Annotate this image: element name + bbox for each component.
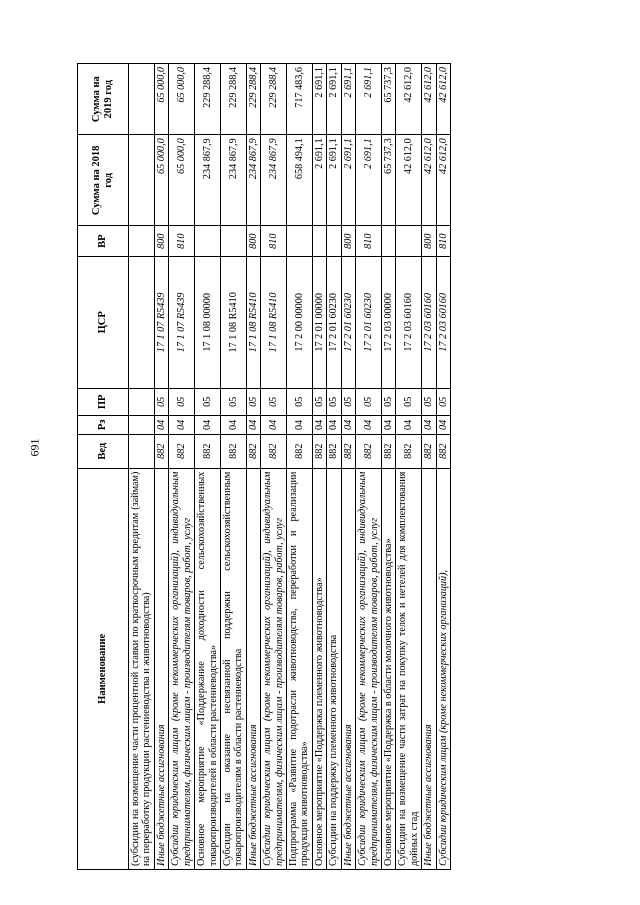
table-header-row [78,64,129,870]
cell-sum-2019: 229 288,4 [220,64,246,135]
cell-csr: 17 2 01 00000 [312,257,326,389]
cell-vr: 810 [436,226,450,257]
cell-ved: 882 [195,434,221,468]
cell-pr: 05 [422,388,436,415]
cell-ved: 882 [154,434,168,468]
cell-csr: 17 1 08 R5410 [261,257,287,389]
cell-ved: 882 [341,434,355,468]
cell-sum-2018: 42 612,0 [422,135,436,226]
table-row [436,64,450,870]
cell-rz: 04 [422,416,436,435]
cell-sum-2019: 2 691,1 [356,64,382,135]
cell-sum-2018: 42 612,0 [396,135,422,226]
cell-rz [129,416,155,435]
cell-pr: 05 [246,388,260,415]
header-csr: ЦСР [78,257,129,389]
cell-name: Иные бюджетные ассигнования [341,468,355,869]
table-row [396,64,422,870]
cell-pr: 05 [154,388,168,415]
cell-ved: 882 [422,434,436,468]
cell-sum-2019: 229 288,4 [195,64,221,135]
cell-name: Субсидии на возмещение части затрат на покупку телок и нетелей для комплектования дойных стад [396,468,422,869]
cell-vr [396,226,422,257]
header-rz: Рз [78,416,129,435]
budget-table [77,63,451,870]
table-row [327,64,341,870]
cell-sum-2018: 65 000,0 [169,135,195,226]
cell-sum-2019: 717 483,6 [287,64,313,135]
cell-rz: 04 [154,416,168,435]
cell-pr: 05 [341,388,355,415]
cell-sum-2019: 65 000,0 [154,64,168,135]
table-row [246,64,260,870]
cell-sum-2019: 65 737,3 [382,64,396,135]
cell-sum-2018: 234 867,9 [246,135,260,226]
header-vr: ВР [78,226,129,257]
cell-name: Иные бюджетные ассигнования [246,468,260,869]
cell-vr: 800 [154,226,168,257]
cell-vr: 800 [341,226,355,257]
cell-csr: 17 1 08 00000 [195,257,221,389]
cell-name: Основное мероприятие «Поддержка племенного животноводства» [312,468,326,869]
table-row [312,64,326,870]
cell-pr: 05 [261,388,287,415]
header-name: Наименование [78,468,129,869]
cell-sum-2019: 2 691,1 [312,64,326,135]
cell-sum-2019: 2 691,1 [327,64,341,135]
header-sum-2018: Сумма на 2018 год [78,135,129,226]
table-body [129,64,451,870]
cell-vr [220,226,246,257]
cell-vr [287,226,313,257]
cell-sum-2018: 42 612,0 [436,135,450,226]
cell-sum-2018: 234 867,9 [261,135,287,226]
cell-rz: 04 [382,416,396,435]
cell-vr: 800 [422,226,436,257]
table-row [154,64,168,870]
cell-ved [129,434,155,468]
cell-csr: 17 2 03 00000 [382,257,396,389]
cell-csr: 17 1 07 R5439 [169,257,195,389]
cell-vr: 800 [246,226,260,257]
cell-vr [312,226,326,257]
cell-sum-2018: 65 737,3 [382,135,396,226]
cell-vr [327,226,341,257]
cell-rz: 04 [261,416,287,435]
cell-name: Иные бюджетные ассигнования [154,468,168,869]
cell-name: Субсидии юридическим лицам (кроме некоммерческих организаций), индивидуальным предпринимателям, физическим лицам - производителям товаров, работ, услуг [356,468,382,869]
cell-name: Субсидии на оказание несвязанной поддержки сельскохозяйственным товаропроизводителям в области растениеводства [220,468,246,869]
cell-ved: 882 [436,434,450,468]
cell-sum-2018: 658 494,1 [287,135,313,226]
cell-sum-2018: 2 691,1 [356,135,382,226]
cell-pr: 05 [312,388,326,415]
cell-sum-2018: 234 867,9 [220,135,246,226]
cell-ved: 882 [382,434,396,468]
table-row [287,64,313,870]
cell-ved: 882 [396,434,422,468]
cell-vr [129,226,155,257]
cell-rz: 04 [312,416,326,435]
cell-name: Основное мероприятие «Поддержка в области молочного животноводства» [382,468,396,869]
cell-name: (субсидии на возмещение части процентной ставки по краткосрочным кредитам (займам) на переработку продукции растениеводства и животноводства) [129,468,155,869]
cell-csr: 17 2 03 60160 [422,257,436,389]
cell-vr: 810 [356,226,382,257]
table-row [169,64,195,870]
cell-ved: 882 [169,434,195,468]
cell-pr: 05 [382,388,396,415]
cell-csr: 17 1 08 R5410 [246,257,260,389]
cell-sum-2019: 229 288,4 [246,64,260,135]
cell-rz: 04 [195,416,221,435]
cell-ved: 882 [261,434,287,468]
cell-sum-2018: 2 691,1 [341,135,355,226]
header-ved: Вед [78,434,129,468]
table-row [356,64,382,870]
cell-sum-2018 [129,135,155,226]
cell-csr [129,257,155,389]
cell-name: Основное мероприятие «Поддержание доходности сельскохозяйственных товаропроизводителей в области растениеводства» [195,468,221,869]
cell-ved: 882 [220,434,246,468]
cell-sum-2018: 2 691,1 [327,135,341,226]
cell-sum-2018: 2 691,1 [312,135,326,226]
table-row [220,64,246,870]
cell-name: Субсидии на поддержку племенного животноводства [327,468,341,869]
cell-vr: 810 [169,226,195,257]
table-row [382,64,396,870]
cell-name: Субсидии юридическим лицам (кроме некоммерческих организаций), индивидуальным предпринимателям, физическим лицам - производителям товаров, работ, услуг [261,468,287,869]
cell-ved: 882 [312,434,326,468]
cell-pr [129,388,155,415]
cell-ved: 882 [287,434,313,468]
header-sum-2019: Сумма на 2019 год [78,64,129,135]
cell-rz: 04 [287,416,313,435]
table-row [129,64,155,870]
cell-sum-2019 [129,64,155,135]
cell-csr: 17 2 01 60230 [356,257,382,389]
cell-name: Иные бюджетные ассигнования [422,468,436,869]
cell-sum-2019: 229 288,4 [261,64,287,135]
cell-vr [195,226,221,257]
cell-name: Подпрограмма «Развитие подотрасли животноводства, переработки и реализации продукции животноводства» [287,468,313,869]
cell-rz: 04 [327,416,341,435]
cell-sum-2019: 42 612,0 [436,64,450,135]
cell-ved: 882 [246,434,260,468]
cell-sum-2019: 2 691,1 [341,64,355,135]
page-number: 691 [27,438,42,457]
cell-csr: 17 2 03 60160 [396,257,422,389]
cell-vr: 810 [261,226,287,257]
budget-table-container [77,63,562,870]
cell-rz: 04 [396,416,422,435]
cell-name: Субсидии юридическим лицам (кроме некоммерческих организаций), [436,468,450,869]
cell-vr [382,226,396,257]
cell-pr: 05 [327,388,341,415]
cell-pr: 05 [287,388,313,415]
cell-sum-2018: 234 867,9 [195,135,221,226]
cell-name: Субсидии юридическим лицам (кроме некоммерческих организаций), индивидуальным предпринимателям, физическим лицам - производителям товаров, работ, услуг [169,468,195,869]
cell-sum-2019: 42 612,0 [422,64,436,135]
cell-pr: 05 [356,388,382,415]
cell-rz: 04 [169,416,195,435]
cell-csr: 17 2 01 60230 [341,257,355,389]
cell-csr: 17 1 08 R5410 [220,257,246,389]
cell-pr: 05 [169,388,195,415]
cell-ved: 882 [327,434,341,468]
cell-rz: 04 [341,416,355,435]
table-row [341,64,355,870]
cell-csr: 17 2 01 60230 [327,257,341,389]
cell-sum-2018: 65 000,0 [154,135,168,226]
table-row [261,64,287,870]
header-pr: ПР [78,388,129,415]
cell-sum-2019: 42 612,0 [396,64,422,135]
cell-rz: 04 [356,416,382,435]
cell-csr: 17 2 00 00000 [287,257,313,389]
cell-pr: 05 [195,388,221,415]
cell-pr: 05 [396,388,422,415]
cell-rz: 04 [246,416,260,435]
cell-rz: 04 [436,416,450,435]
cell-sum-2019: 65 000,0 [169,64,195,135]
cell-pr: 05 [436,388,450,415]
cell-rz: 04 [220,416,246,435]
cell-pr: 05 [220,388,246,415]
cell-csr: 17 2 03 60160 [436,257,450,389]
table-row [422,64,436,870]
table-row [195,64,221,870]
cell-csr: 17 1 07 R5439 [154,257,168,389]
cell-ved: 882 [356,434,382,468]
